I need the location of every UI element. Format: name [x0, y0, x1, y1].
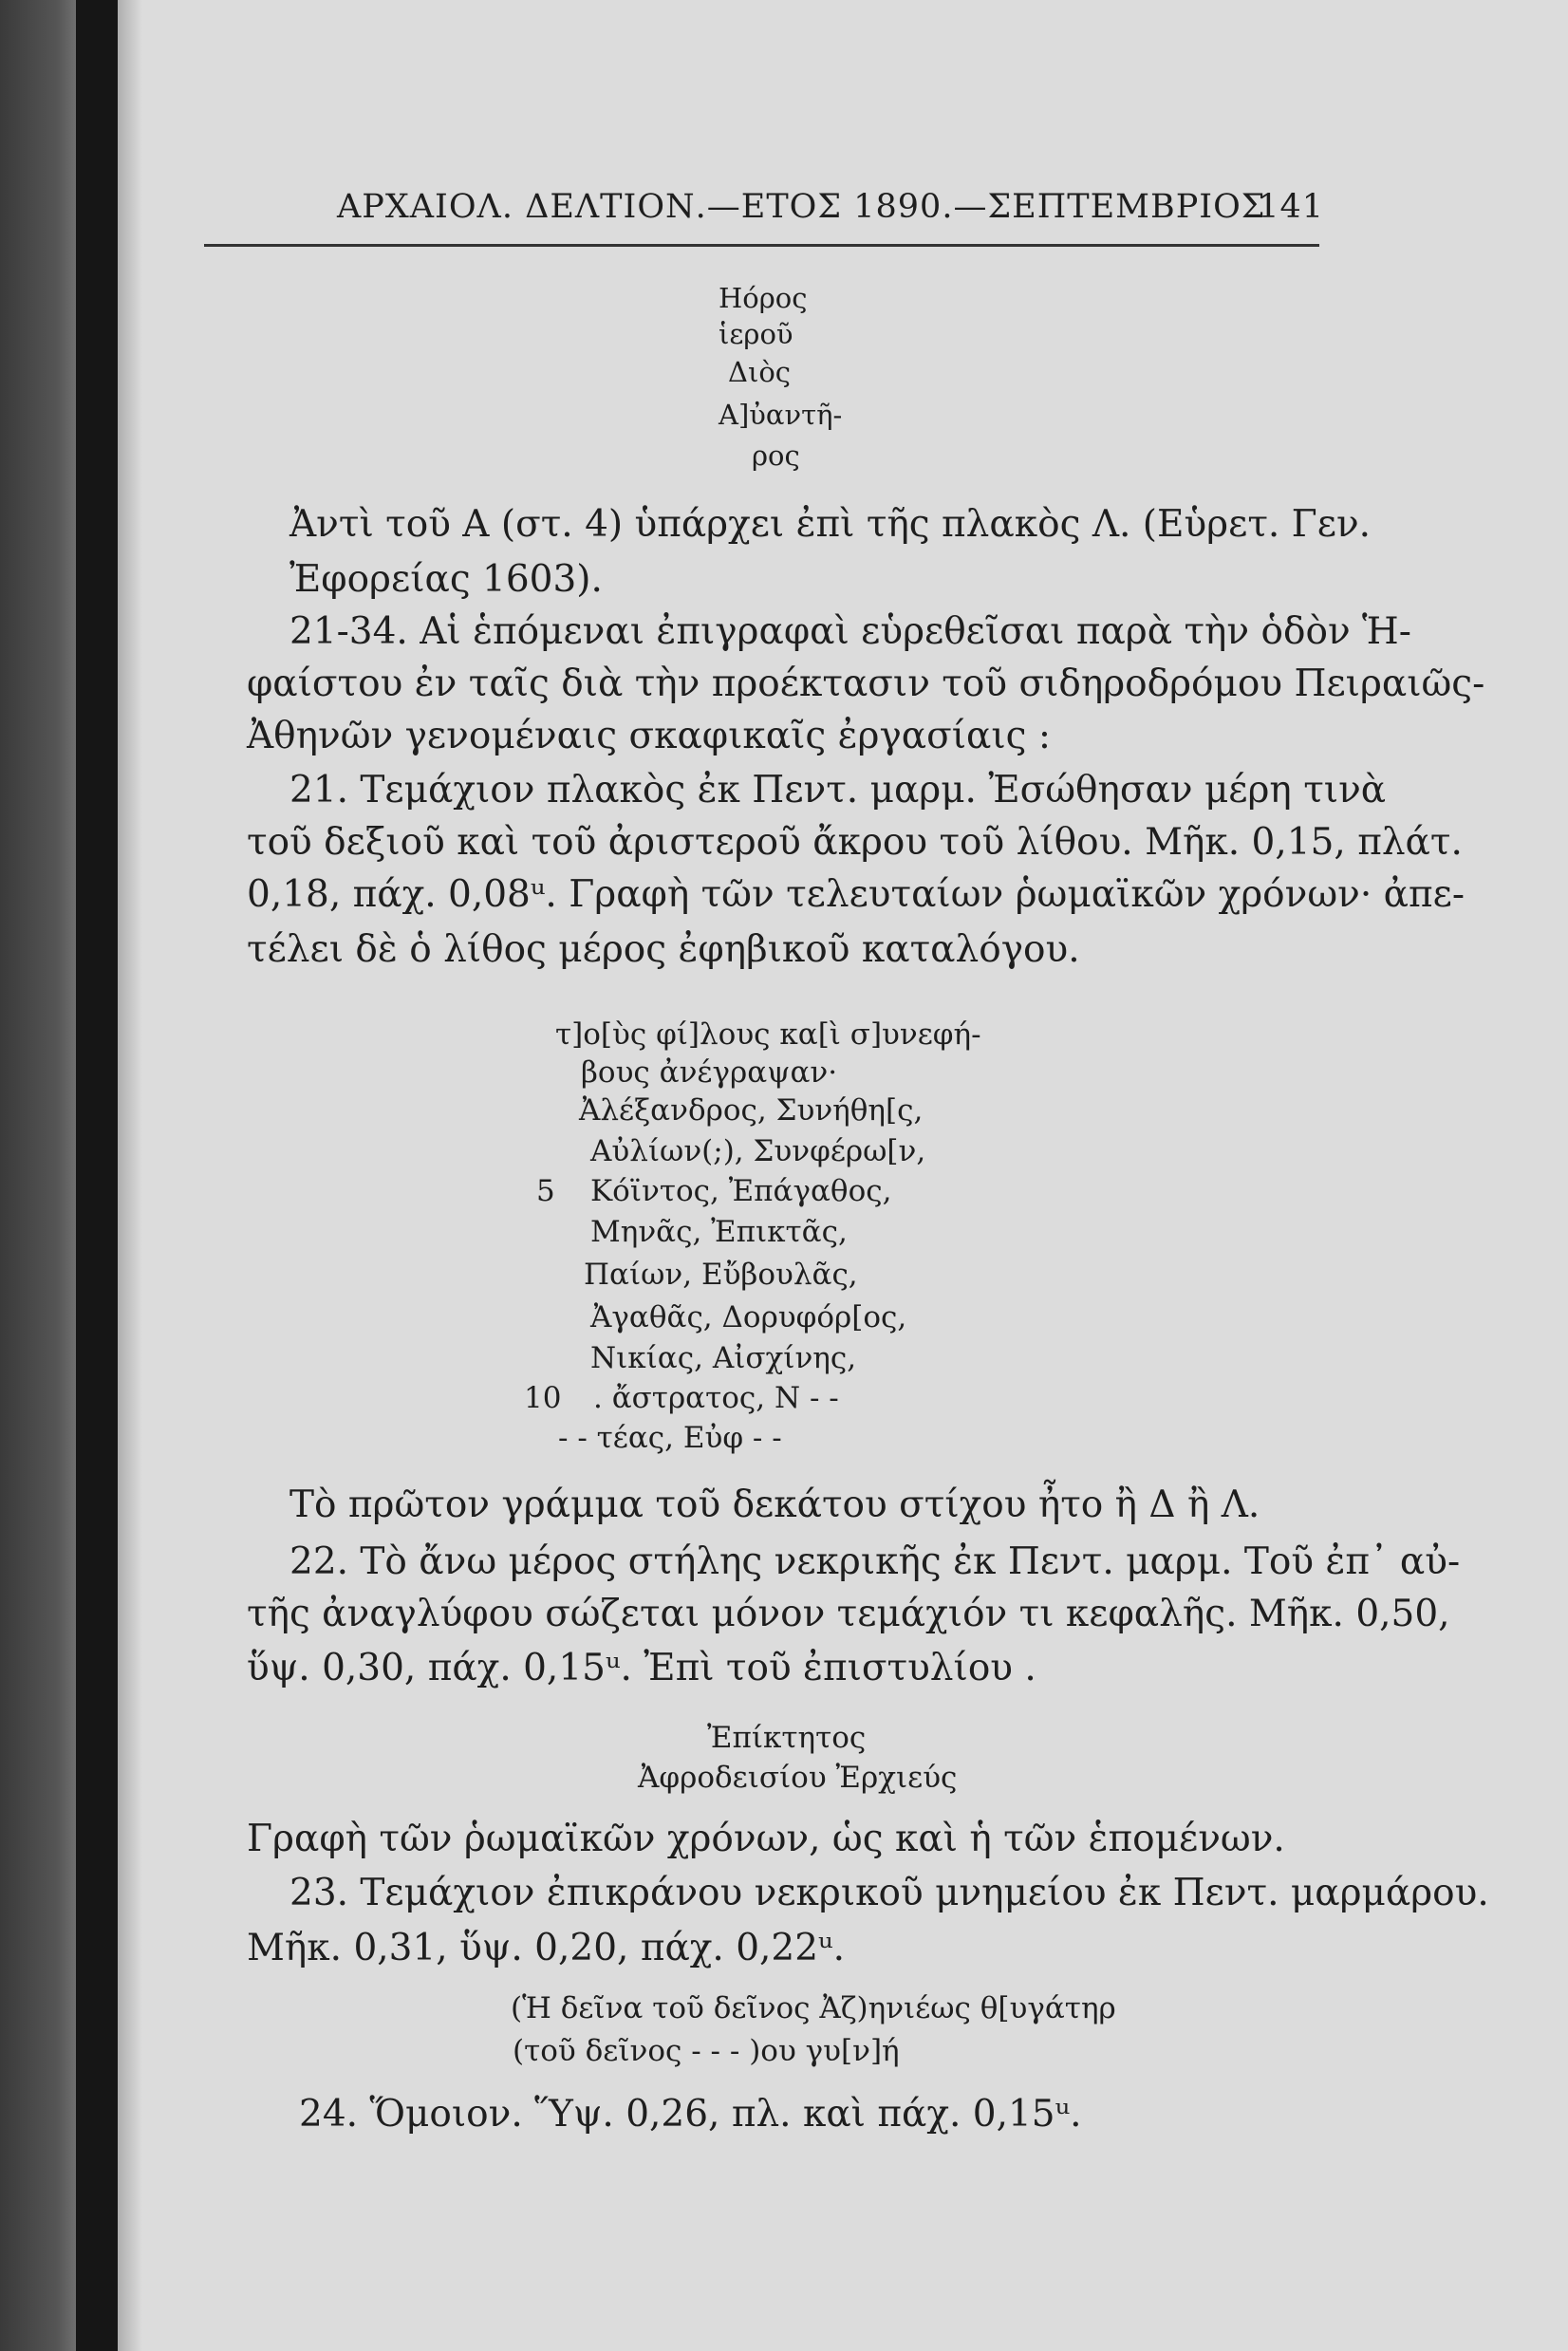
- text-line: 23. Τεμάχιον ἐπικράνου νεκρικοῦ μνημείου ἐκ Πεντ. μαρμάρου.: [289, 1872, 1489, 1914]
- inscription-2-line: Ἀλέξανδρος, Συνήθη[ς,: [579, 1093, 924, 1128]
- line-number: 10: [524, 1381, 562, 1415]
- text-line: Τὸ πρῶτον γράμμα τοῦ δεκάτου στίχου ἦτο ἢ Δ ἢ Λ.: [289, 1483, 1260, 1526]
- inscription-3-line: Ἐπίκτητος: [707, 1721, 867, 1755]
- book-spine: [76, 0, 118, 2351]
- inscription-1-line: Α]ὐαντῆ-: [719, 399, 843, 431]
- inscription-1-line: Διὸς: [728, 356, 792, 388]
- inscription-4-line: (τοῦ δεῖνος - - - )ου γυ[ν]ή: [513, 2034, 900, 2068]
- header-rule: [204, 244, 1319, 247]
- text-line: 24. Ὅμοιον. Ὕψ. 0,26, πλ. καὶ πάχ. 0,15ᵘ.: [299, 2093, 1082, 2136]
- text-line: 21. Τεμάχιον πλακὸς ἐκ Πεντ. μαρμ. Ἐσώθησαν μέρη τινὰ: [289, 769, 1387, 812]
- text-line: τέλει δὲ ὁ λίθος μέρος ἐφηβικοῦ καταλόγου.: [247, 928, 1080, 971]
- inscription-4-line: (Ἡ δεῖνα τοῦ δεῖνος Ἀζ)ηνιέως θ[υγάτηρ: [511, 1991, 1116, 2025]
- text-line: Ἀθηνῶν γενομέναις σκαφικαῖς ἐργασίαις :: [247, 715, 1052, 757]
- line-number: 5: [536, 1174, 555, 1208]
- text-line: 0,18, πάχ. 0,08ᵘ. Γραφὴ τῶν τελευταίων ῥωμαϊκῶν χρόνων· ἀπε-: [247, 873, 1465, 916]
- inscription-2-line: τ]ο[ὺς φί]λους κα[ὶ σ]υνεφή-: [555, 1017, 981, 1052]
- text-line: τῆς ἀναγλύφου σώζεται μόνον τεμάχιόν τι κεφαλῆς. Μῆκ. 0,50,: [247, 1593, 1450, 1635]
- text-line: 22. Τὸ ἄνω μέρος στήλης νεκρικῆς ἐκ Πεντ. μαρμ. Τοῦ ἐπ᾿ αὐ-: [289, 1540, 1461, 1583]
- text-line: Μῆκ. 0,31, ὕψ. 0,20, πάχ. 0,22ᵘ.: [247, 1927, 845, 1969]
- inscription-2-line: Κόϊντος, Ἐπάγαθος,: [590, 1174, 892, 1208]
- text-line: φαίστου ἐν ταῖς διὰ τὴν προέκτασιν τοῦ σιδηροδρόμου Πειραιῶς-: [247, 662, 1485, 705]
- inscription-1-line: ἱεροῦ: [719, 318, 793, 350]
- page-edge-shadow: [0, 0, 142, 2351]
- running-title: ΑΡΧΑΙΟΛ. ΔΕΛΤΙΟΝ.—ΕΤΟΣ 1890.—ΣΕΠΤΕΜΒΡΙΟΣ: [337, 188, 1266, 226]
- inscription-1-line: Ηόρος: [719, 282, 808, 314]
- text-line: ὕψ. 0,30, πάχ. 0,15ᵘ. Ἐπὶ τοῦ ἐπιστυλίου .: [247, 1647, 1036, 1689]
- page-number: 141: [1258, 188, 1324, 226]
- inscription-2-line: Μηνᾶς, Ἐπικτᾶς,: [590, 1215, 848, 1249]
- inscription-2-line: Αὐλίων(;), Συνφέρω[ν,: [590, 1134, 926, 1168]
- text-line: 21-34. Αἱ ἑπόμεναι ἐπιγραφαὶ εὑρεθεῖσαι παρὰ τὴν ὁδὸν Ἡ-: [289, 610, 1411, 653]
- text-line: Ἀντὶ τοῦ Α (στ. 4) ὑπάρχει ἐπὶ τῆς πλακὸς Λ. (Εὑρετ. Γεν.: [289, 503, 1372, 546]
- inscription-2-line: Ἀγαθᾶς, Δορυφόρ[ος,: [590, 1300, 907, 1334]
- text-line: Ἐφορείας 1603).: [289, 558, 603, 601]
- inscription-2-line: Παίων, Εὔβουλᾶς,: [584, 1258, 858, 1292]
- text-line: Γραφὴ τῶν ῥωμαϊκῶν χρόνων, ὡς καὶ ἡ τῶν ἑπομένων.: [247, 1818, 1285, 1860]
- text-line: τοῦ δεξιοῦ καὶ τοῦ ἀριστεροῦ ἄκρου τοῦ λίθου. Μῆκ. 0,15, πλάτ.: [247, 821, 1463, 864]
- running-header: [337, 188, 1324, 226]
- inscription-2-line: Νικίας, Αἰσχίνης,: [590, 1341, 857, 1375]
- inscription-2-line: - - τέας, Εὐφ - -: [558, 1421, 782, 1455]
- inscription-2-line: βους ἀνέγραψαν·: [581, 1055, 838, 1090]
- inscription-1-line: ρος: [752, 439, 800, 472]
- inscription-2-line: . ἄστρατος, Ν - -: [593, 1381, 839, 1415]
- inscription-3-line: Ἀφροδεισίου Ἐρχιεύς: [638, 1761, 958, 1795]
